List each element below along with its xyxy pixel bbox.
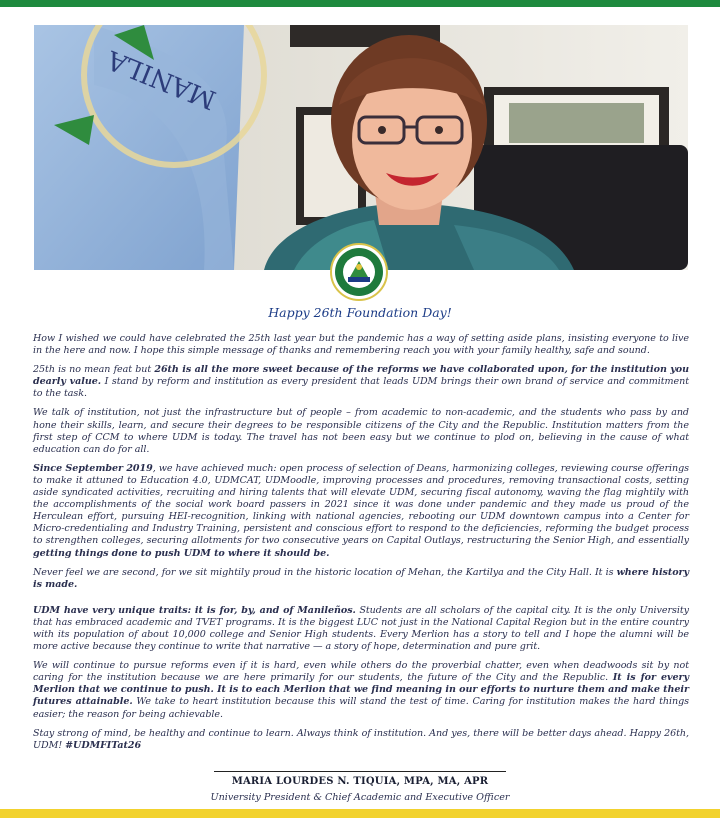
paragraph-5-text: Never feel we are second, for we sit mightily proud in the historic location of Mehan, the Kartilya and the City Hall. It is (33, 566, 617, 578)
president-portrait-photo (34, 25, 688, 270)
paragraph-3-text: We talk of institution, not just the infrastructure but of people – from academic to non-academic, and the students who pass by and hone their skills, learn, and secure their degrees to be responsible citizens of the City and the Republic. Institution matters from the first step of CCM to where UDM is today. The travel has not been easy but we continue to plod on, believing in the cause of what education can do for all. (33, 407, 689, 455)
paragraph-5-bold: where history is made. (33, 566, 690, 590)
paragraph-4-text: , we have achieved much: open process of selection of Deans, harmonizing colleges, reviewing course offerings to make it attuned to Education 4.0, UDMCAT, UDMoodle, improving processes and procedures, removing transactional costs, setting aside syndicated activities, recruiting and hiring talents that will elevate UDM, securing fiscal autonomy, waving the flag mightily with the accomplishments of the social work board passers in 2021 since it was done under pandemic and they made us proud of the Herculean effort, pursuing HEI-recognition, linking with national agencies, rebooting our UDM downtown campus into a Center for Micro-credentialing and Industry Training, persistent and conscious effort to respond to the deficiencies, reforming the budget process to strengthen colleges, securing allotments for two consecutive years on Capital Outlays, restructuring the Senior High, and essentially (33, 462, 689, 547)
paragraph-4 (33, 463, 689, 560)
paragraph-7 (33, 660, 689, 720)
signer-name: MARIA LOURDES N. TIQUIA, MPA, MA, APR (231, 776, 489, 787)
paragraph-4-bold-start: Since September 2019 (33, 462, 153, 474)
paragraph-7-text-end: We take to heart institution because this will stand the test of time. Caring for institution makes the hard things easier; the reason for being achievable. (33, 696, 689, 720)
paragraph-6-text: Students are all scholars of the capital city. It is the only University that has embraced academic and TVET programs. It is the biggest LUC not just in the National Capital Region but in the entire country with its population of about 10,000 college and Senior High students. Every Merlion has a story to tell and I hope the alumni will be more active because they continue to write that narrative — a story of hope, determination and pure grit. (33, 604, 689, 653)
paragraph-2-text-end: I stand by reform and institution as every president that leads UDM brings their own brand of service and commitment to the task. (33, 376, 689, 400)
university-seal-logo (330, 243, 388, 301)
paragraph-4-bold-end: getting things done to push UDM to where it should be. (33, 547, 330, 559)
paragraph-1-text: How I wished we could have celebrated the 25th last year but the pandemic has a way of setting aside plans, insisting everyone to live in the here and now. I hope this simple message of thanks and remembering reach you with your family healthy, safe and sound. (33, 333, 689, 357)
paragraph-1 (33, 333, 689, 357)
top-green-bar (0, 0, 720, 7)
signer-title: University President & Chief Academic and Executive Officer (210, 792, 510, 803)
greeting-heading: Happy 26th Foundation Day! (268, 305, 452, 320)
bottom-yellow-bar (0, 809, 720, 818)
letter-body (33, 333, 689, 759)
paragraph-2 (33, 364, 689, 400)
paragraph-3 (33, 407, 689, 455)
hashtag: #UDMFITat26 (65, 739, 142, 751)
paragraph-2-bold: 26th is all the more sweet because of the reforms we have collaborated upon, for the institution you dearly value. (33, 364, 690, 388)
paragraph-6 (33, 605, 689, 653)
paragraph-5 (33, 567, 689, 591)
paragraph-8 (33, 728, 689, 752)
paragraph-8-text: Stay strong of mind, be healthy and continue to learn. Always think of institution. And yes, there will be better days ahead. Happy 26th, UDM! (33, 727, 689, 751)
signature-line (214, 771, 506, 772)
paragraph-2-text: 25th is no mean feat but (33, 364, 155, 376)
paragraph-7-bold: It is for every Merlion that we continue to push. It is to each Merlion that we find meaning in our efforts to nurture them and make their futures attainable. (33, 672, 689, 708)
flag-text: MANILA (103, 43, 221, 115)
paragraph-6-bold: UDM have very unique traits: it is for, by, and of Manileños. (33, 604, 356, 616)
paragraph-7-text: We will continue to pursue reforms even if it is hard, even while others do the proverbial chatter, even when deadwoods sit by not caring for the institution because we are here primarily for our students, the future of the City and the Republic. (33, 660, 689, 684)
